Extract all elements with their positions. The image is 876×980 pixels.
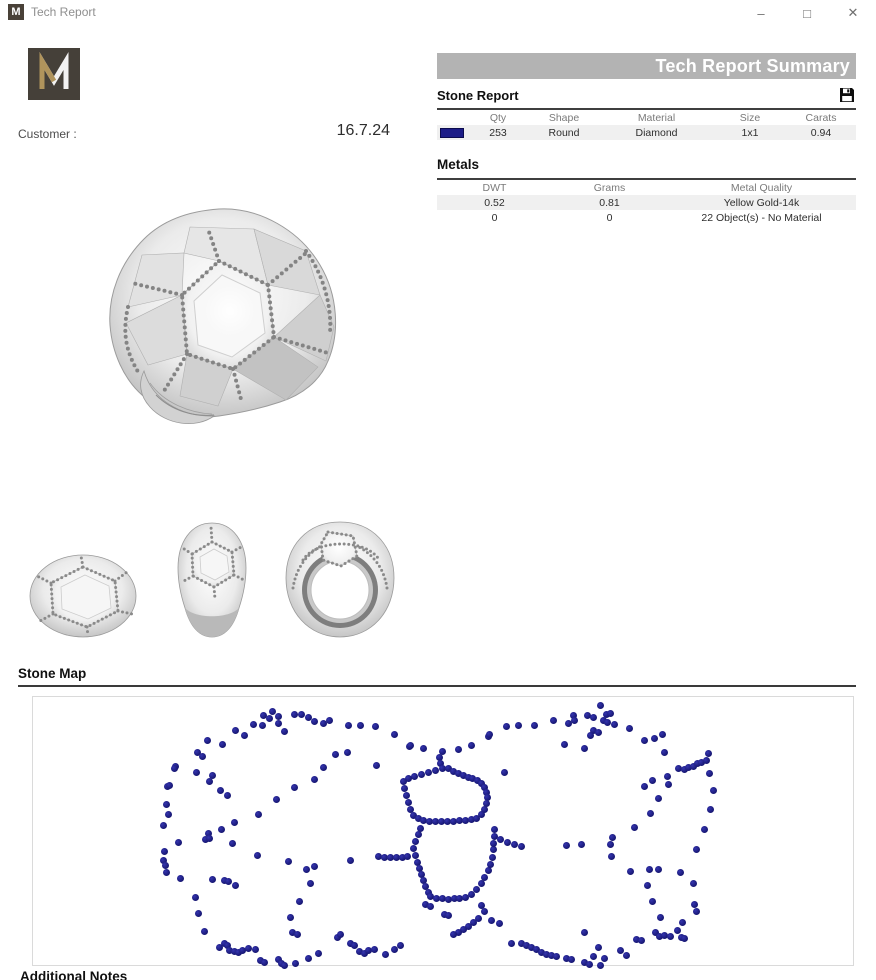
stone-dot xyxy=(445,912,452,919)
stone-dot xyxy=(255,811,262,818)
stone-dot xyxy=(661,749,668,756)
stone-dot xyxy=(245,945,252,952)
stone-dot xyxy=(571,717,578,724)
logo-m-icon xyxy=(28,48,80,100)
stone-dot xyxy=(485,867,492,874)
stone-dot xyxy=(250,721,257,728)
stone-dot xyxy=(587,732,594,739)
stone-dot xyxy=(604,719,611,726)
ring-render-main xyxy=(92,203,348,439)
stone-dot xyxy=(209,876,216,883)
stone-dot xyxy=(357,722,364,729)
stone-dot xyxy=(651,735,658,742)
stone-dot xyxy=(305,955,312,962)
stone-dot xyxy=(171,765,178,772)
stone-dot xyxy=(199,753,206,760)
stone-dot xyxy=(273,796,280,803)
stone-dot xyxy=(646,866,653,873)
stone-dot xyxy=(665,781,672,788)
stone-dot xyxy=(511,841,518,848)
stone-dot xyxy=(487,861,494,868)
col-carats: Carats xyxy=(805,111,837,124)
stone-dot xyxy=(371,946,378,953)
stone-dot xyxy=(204,737,211,744)
stone-dot xyxy=(581,745,588,752)
cell-grams: 0.81 xyxy=(599,196,620,209)
stone-dot xyxy=(595,944,602,951)
stone-dot xyxy=(706,770,713,777)
col-shape: Shape xyxy=(548,111,580,124)
stone-dot xyxy=(677,869,684,876)
cell-size: 1x1 xyxy=(741,126,759,139)
stone-dot xyxy=(679,919,686,926)
stone-dot xyxy=(162,862,169,869)
stone-dot xyxy=(177,875,184,882)
stone-dot xyxy=(407,742,414,749)
stone-dot xyxy=(217,787,224,794)
stone-dot xyxy=(287,914,294,921)
stone-dot xyxy=(298,711,305,718)
stone-dot xyxy=(382,951,389,958)
stone-dot xyxy=(515,722,522,729)
cell-shape: Round xyxy=(548,126,580,139)
additional-notes-heading: Additional Notes xyxy=(20,969,128,980)
stone-dot xyxy=(275,720,282,727)
ring-top-view-image xyxy=(26,551,141,643)
stone-dot xyxy=(261,959,268,966)
stone-dot xyxy=(292,960,299,967)
stone-dot xyxy=(410,845,417,852)
stone-dot xyxy=(411,773,418,780)
stone-dot xyxy=(701,826,708,833)
stone-map-canvas xyxy=(32,696,854,966)
maximize-button[interactable]: □ xyxy=(803,5,811,21)
stone-dot xyxy=(165,811,172,818)
stone-dot xyxy=(218,826,225,833)
stone-dot xyxy=(681,935,688,942)
stone-dot xyxy=(609,834,616,841)
stone-dot xyxy=(468,742,475,749)
stone-dot xyxy=(627,868,634,875)
stone-dot xyxy=(450,931,457,938)
stone-dot xyxy=(311,718,318,725)
stone-dot xyxy=(418,771,425,778)
stone-dot xyxy=(397,942,404,949)
stone-dot xyxy=(161,848,168,855)
window-title: Tech Report xyxy=(31,5,96,19)
stone-dot xyxy=(285,858,292,865)
stone-dot xyxy=(400,778,407,785)
stone-dot xyxy=(166,782,173,789)
col-grams: Grams xyxy=(593,181,626,194)
stone-dot xyxy=(553,953,560,960)
stone-dot xyxy=(412,838,419,845)
stone-dot xyxy=(307,880,314,887)
metals-row xyxy=(437,195,856,210)
customer-label: Customer : xyxy=(18,127,77,141)
app-icon: M xyxy=(8,4,24,20)
ring-side-view-image xyxy=(171,518,253,643)
stone-dot xyxy=(231,819,238,826)
stone-dot xyxy=(501,769,508,776)
stone-dot xyxy=(568,956,575,963)
stone-dot xyxy=(320,764,327,771)
stone-dot xyxy=(401,785,408,792)
stone-dot xyxy=(281,962,288,969)
metals-heading: Metals xyxy=(437,157,480,172)
stone-dot xyxy=(690,880,697,887)
stone-dot xyxy=(303,866,310,873)
stone-dot xyxy=(478,811,485,818)
stone-dot xyxy=(641,783,648,790)
stone-dot xyxy=(481,908,488,915)
stone-dot xyxy=(332,751,339,758)
stone-dot xyxy=(351,942,358,949)
stone-dot xyxy=(597,702,604,709)
stone-dot xyxy=(561,741,568,748)
stone-dot xyxy=(607,710,614,717)
stone-dot xyxy=(518,843,525,850)
stone-dot xyxy=(481,874,488,881)
stone-dot xyxy=(311,776,318,783)
stone-dot xyxy=(491,826,498,833)
stone-dot xyxy=(455,746,462,753)
title-bar xyxy=(0,0,876,26)
stone-dot xyxy=(657,914,664,921)
stone-dot xyxy=(232,727,239,734)
stone-dot xyxy=(664,773,671,780)
stone-dot xyxy=(163,801,170,808)
stone-dot xyxy=(269,708,276,715)
metals-table xyxy=(437,178,856,225)
stone-dot xyxy=(693,908,700,915)
stone-dot xyxy=(608,853,615,860)
stone-dot xyxy=(565,720,572,727)
stone-dot xyxy=(691,901,698,908)
stone-dot xyxy=(581,929,588,936)
stone-dot xyxy=(590,953,597,960)
stone-dot xyxy=(252,946,259,953)
report-date: 16.7.24 xyxy=(336,122,390,139)
stone-map-heading: Stone Map xyxy=(18,666,856,687)
stone-dot xyxy=(490,846,497,853)
stone-dot xyxy=(193,769,200,776)
stone-dot xyxy=(707,806,714,813)
stone-dot xyxy=(623,952,630,959)
stone-dot xyxy=(337,931,344,938)
stone-dot xyxy=(503,723,510,730)
stone-dot xyxy=(644,882,651,889)
summary-banner-title: Tech Report Summary xyxy=(437,53,856,79)
stone-dot xyxy=(206,835,213,842)
stone-dot xyxy=(160,822,167,829)
stone-dot xyxy=(425,769,432,776)
stone-dot xyxy=(486,731,493,738)
stone-dot xyxy=(432,767,439,774)
stone-dot xyxy=(373,762,380,769)
cell-carats: 0.94 xyxy=(810,126,832,139)
stone-dot xyxy=(241,732,248,739)
stone-dot xyxy=(489,854,496,861)
stone-dot xyxy=(391,731,398,738)
col-material: Material xyxy=(637,111,676,124)
stone-dot xyxy=(296,898,303,905)
stone-dot xyxy=(224,792,231,799)
stone-dot xyxy=(195,910,202,917)
stone-dot xyxy=(229,840,236,847)
ring-front-view-image xyxy=(283,518,398,643)
stone-dot xyxy=(590,714,597,721)
stone-dot xyxy=(649,777,656,784)
stone-dot xyxy=(405,799,412,806)
stone-dot xyxy=(504,839,511,846)
ring-thumbnails xyxy=(26,515,411,643)
stone-dot xyxy=(617,947,624,954)
stone-dot xyxy=(611,721,618,728)
stone-dot xyxy=(631,824,638,831)
stone-dot xyxy=(315,950,322,957)
metals-header-row xyxy=(437,180,856,195)
cell-grams: 0 xyxy=(606,211,613,224)
stone-dot xyxy=(225,878,232,885)
cell-dwt: 0.52 xyxy=(484,196,505,209)
stone-color-swatch xyxy=(440,128,464,138)
stone-dot xyxy=(659,731,666,738)
stone-dot xyxy=(192,894,199,901)
stone-dot xyxy=(710,787,717,794)
stone-dot xyxy=(344,749,351,756)
stone-dot xyxy=(497,836,504,843)
stone-dot xyxy=(372,723,379,730)
stone-dot xyxy=(674,927,681,934)
summary-column xyxy=(437,53,856,225)
stone-dot xyxy=(163,869,170,876)
stone-dot xyxy=(595,729,602,736)
stone-dot xyxy=(347,857,354,864)
cell-metal-quality: Yellow Gold-14k xyxy=(723,196,800,209)
stone-dot xyxy=(206,778,213,785)
stone-dot xyxy=(294,931,301,938)
stone-dot xyxy=(473,886,480,893)
stone-dot xyxy=(550,717,557,724)
stone-dot xyxy=(404,853,411,860)
stone-dot xyxy=(427,903,434,910)
stone-dot xyxy=(311,863,318,870)
stone-dot xyxy=(266,715,273,722)
stone-dot xyxy=(345,722,352,729)
stone-dot xyxy=(578,841,585,848)
stone-dot xyxy=(655,866,662,873)
stone-dot xyxy=(291,784,298,791)
stone-dot xyxy=(641,737,648,744)
cell-material: Diamond xyxy=(635,126,678,139)
stone-dot xyxy=(563,842,570,849)
stone-dot xyxy=(626,725,633,732)
stone-dot xyxy=(254,852,261,859)
cell-qty: 253 xyxy=(489,126,507,139)
stone-dot xyxy=(219,741,226,748)
stone-dot xyxy=(291,711,298,718)
stone-dot xyxy=(415,831,422,838)
stone-dot xyxy=(232,882,239,889)
stone-dot xyxy=(326,717,333,724)
stone-dot xyxy=(275,713,282,720)
stone-dot xyxy=(586,961,593,968)
stone-dot xyxy=(201,928,208,935)
stone-dot xyxy=(647,810,654,817)
stone-dot xyxy=(403,792,410,799)
stone-dot xyxy=(412,852,419,859)
stone-dot xyxy=(638,937,645,944)
minimize-button[interactable]: – xyxy=(757,5,765,21)
stone-table-header-row xyxy=(437,110,856,125)
col-size: Size xyxy=(739,111,761,124)
col-qty: Qty xyxy=(489,111,507,124)
close-button[interactable]: ✕ xyxy=(847,5,859,20)
stone-dot xyxy=(488,917,495,924)
window-controls xyxy=(738,0,876,26)
stone-report-heading: Stone Report xyxy=(437,87,519,103)
cell-metal-quality: 22 Object(s) - No Material xyxy=(701,211,822,224)
stone-dot xyxy=(693,846,700,853)
stone-dot xyxy=(655,795,662,802)
stone-dot xyxy=(175,839,182,846)
col-dwt: DWT xyxy=(482,181,507,194)
stone-dot xyxy=(531,722,538,729)
stone-dot xyxy=(649,898,656,905)
stone-dot xyxy=(597,962,604,969)
save-icon[interactable] xyxy=(838,86,856,104)
stone-dot xyxy=(601,955,608,962)
stone-dot xyxy=(490,840,497,847)
stone-dot xyxy=(259,722,266,729)
stone-dot xyxy=(703,757,710,764)
stone-dot xyxy=(508,940,515,947)
col-metal-quality: Metal Quality xyxy=(730,181,793,194)
cell-dwt: 0 xyxy=(491,211,498,224)
metals-row xyxy=(437,210,856,225)
stone-dot xyxy=(496,920,503,927)
stone-dot xyxy=(420,745,427,752)
stone-report-table xyxy=(437,108,856,140)
ring-perspective-image xyxy=(92,203,348,439)
stone-dot xyxy=(478,880,485,887)
stone-dot xyxy=(607,841,614,848)
stone-dot xyxy=(667,933,674,940)
stone-dot xyxy=(705,750,712,757)
stone-dot xyxy=(281,728,288,735)
company-logo xyxy=(28,48,80,100)
stone-table-row xyxy=(437,125,856,140)
floppy-disk-icon xyxy=(838,86,856,104)
